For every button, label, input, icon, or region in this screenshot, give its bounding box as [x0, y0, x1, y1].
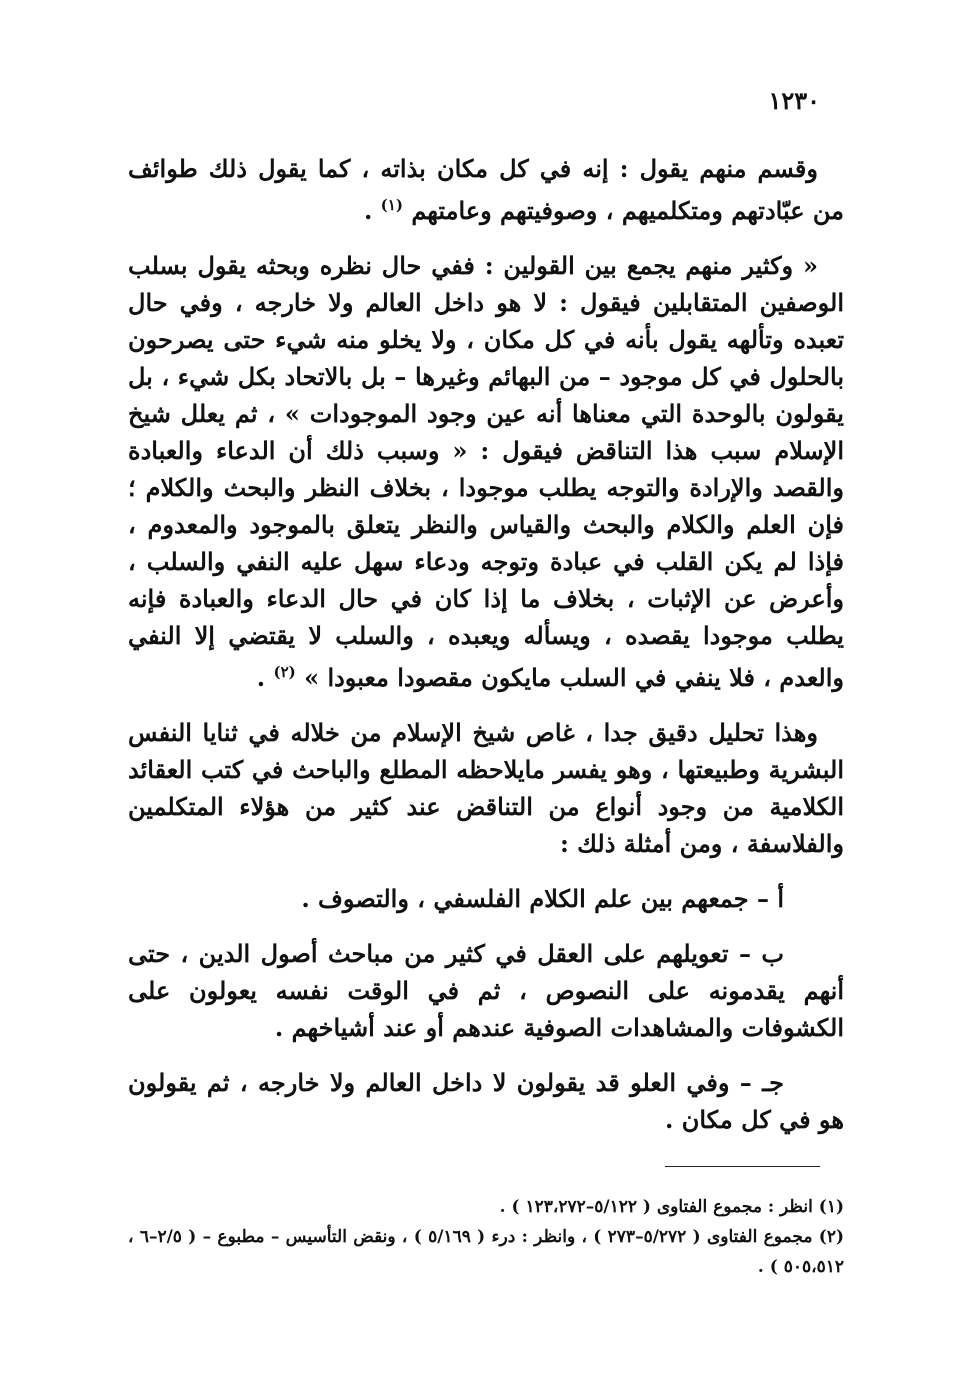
footnote-ref-2: (٢)	[273, 663, 296, 681]
paragraph-1-end: .	[363, 196, 381, 225]
paragraph-2-end: .	[256, 663, 274, 692]
footnote-separator	[665, 1166, 820, 1167]
paragraph-1	[128, 150, 844, 229]
list-item-c: جـ – وفي العلو قد يقولون لا داخل العالم ولا خارجه ، ثم يقولون هو في كل مكان .	[128, 1068, 844, 1134]
page-number: ١٢٣٠	[768, 86, 820, 115]
footnote-ref-1: (١)	[380, 196, 403, 214]
paragraph-1-text: وقسم منهم يقول : إنه في كل مكان بذاته ، كما يقول ذلك طوائف من عبّادتهم ومتكلميهم ، وصوفيتهم وعامتهم	[128, 154, 844, 225]
main-text	[128, 150, 844, 1156]
paragraph-2-text: « وكثير منهم يجمع بين القولين : ففي حال نظره وبحثه يقول بسلب الوصفين المتقابلين فيقول : لا هو داخل العالم ولا خارجه ، وفي حال تعبده وتألهه يقول بأنه في كل مكان ، ولا يخلو منه شيء حتى يصرحون بالحلول في كل موجود – من البهائم وغيرها – بل بالاتحاد بكل شيء ، بل يقولون بالوحدة التي معناها أنه عين وجود الموجودات » ، ثم يعلل شيخ الإسلام سبب هذا التناقض فيقول : « وسبب ذلك أن الدعاء والعبادة والقصد والإرادة والتوجه يطلب موجودا ، بخلاف النظر والبحث والكلام ؛ فإن العلم والكلام والبحث والقياس والنظر يتعلق بالموجود والمعدوم ، فإذا لم يكن القلب في عبادة وتوجه ودعاء سهل عليه النفي والسلب ، وأعرض عن الإثبات ، بخلاف ما إذا كان في حال الدعاء والعبادة فإنه يطلب موجودا يقصده ، ويسأله ويعبده ، والسلب لا يقتضي إلا النفي والعدم ، فلا ينفي في السلب مايكون مقصودا معبودا »	[128, 251, 845, 692]
list-item-b: ب – تعويلهم على العقل في كثير من مباحث أصول الدين ، حتى أنهم يقدمونه على النصوص ، ثم في الوقت نفسه يعولون على الكشوفات والمشاهدات الصوفية عندهم أو عند أشياخهم .	[128, 939, 844, 1042]
footnotes	[128, 1192, 844, 1282]
footnote-1: (١) انظر : مجموع الفتاوى ( ٥/١٢٢–١٢٣،٢٧٢ ) .	[499, 1197, 844, 1217]
list-item-a: أ – جمعهم بين علم الكلام الفلسفي ، والتصوف .	[301, 884, 784, 913]
paragraph-2	[128, 247, 844, 696]
footnote-2: (٢) مجموع الفتاوى ( ٥/٢٧٢–٢٧٣ ) ، وانظر : درء ( ٥/١٦٩ ) ، ونقض التأسيس – مطبوع – ( ٢/٥–٦ ، ٥٠٥،٥١٢ ) .	[128, 1227, 844, 1277]
paragraph-3: وهذا تحليل دقيق جدا ، غاص شيخ الإسلام من خلاله في ثنايا النفس البشرية وطبيعتها ، وهو يفسر مايلاحظه المطلع والباحث في كتب العقائد الكلامية من وجود أنواع من التناقض عند كثير من هؤلاء المتكلمين والفلاسفة ، ومن أمثلة ذلك :	[128, 718, 844, 858]
